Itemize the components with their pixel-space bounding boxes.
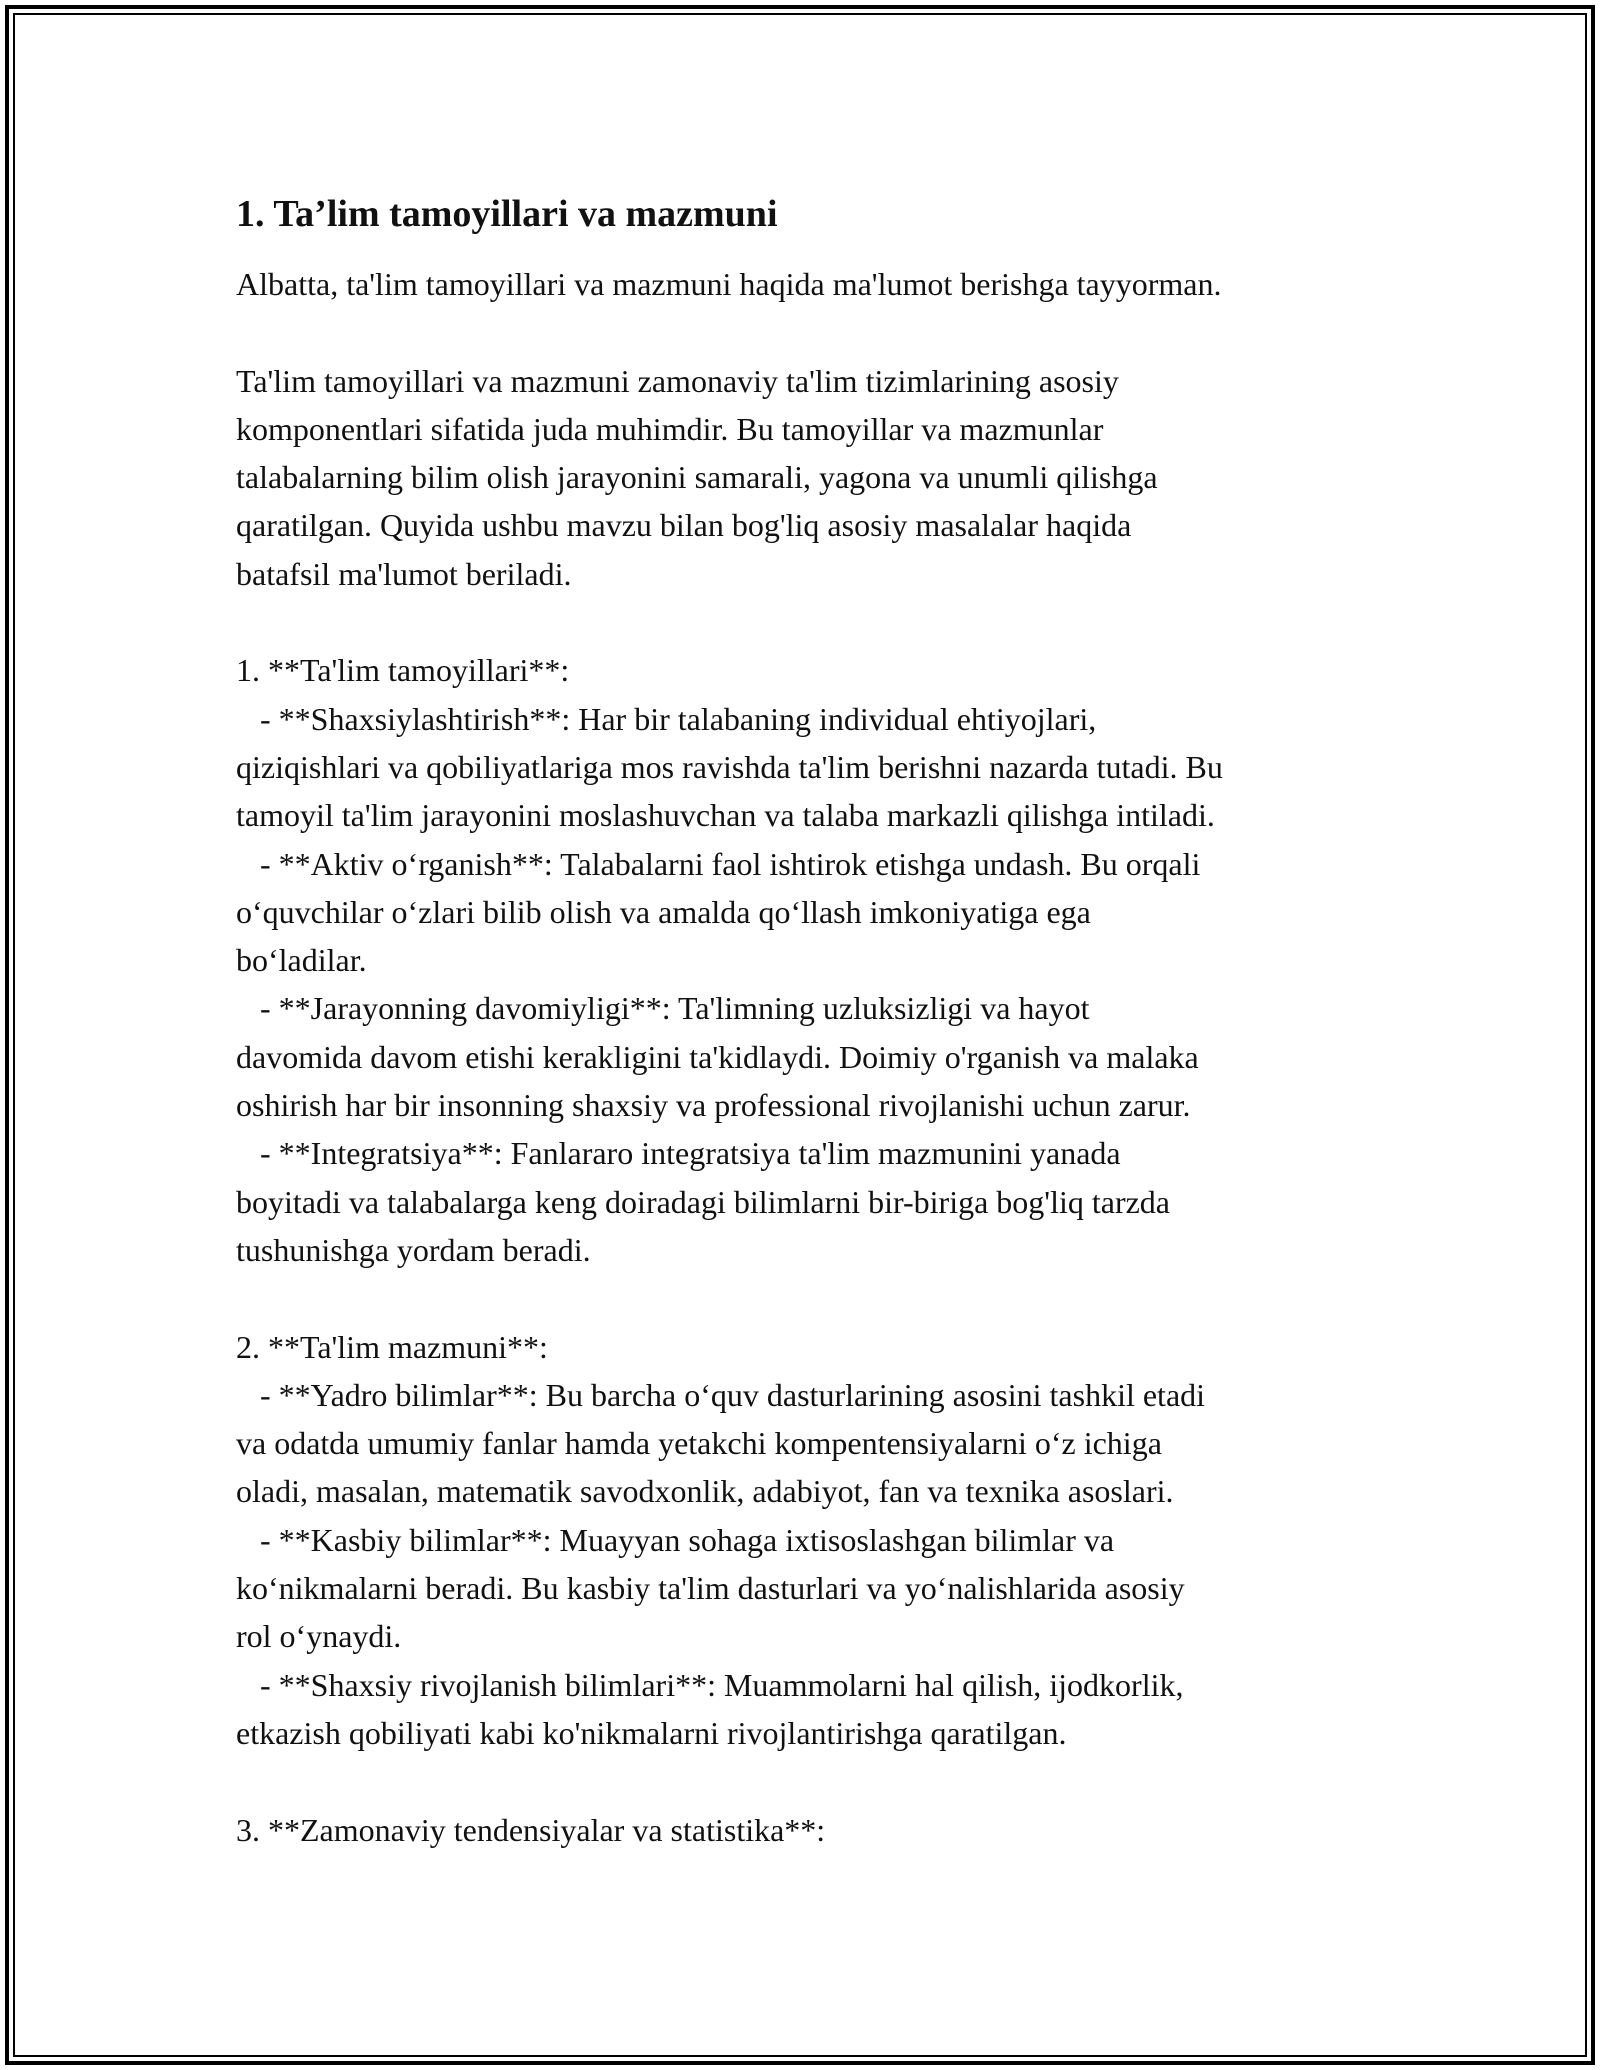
text-line: tamoyil ta'lim jarayonini moslashuvchan va talaba markazli qilishga intiladi.: [236, 797, 1215, 834]
document-title: 1. Ta’lim tamoyillari va mazmuni: [236, 193, 778, 235]
text-line: - **Aktiv o‘rganish**: Talabalarni faol ishtirok etishga undash. Bu orqali: [236, 845, 1201, 882]
text-line: - **Yadro bilimlar**: Bu barcha o‘quv dasturlarining asosini tashkil etadi: [236, 1376, 1206, 1413]
document-text: [236, 260, 1376, 1854]
blank-line: [236, 598, 1376, 646]
text-line: 2. **Ta'lim mazmuni**:: [236, 1328, 548, 1365]
text-line: - **Shaxsiy rivojlanish bilimlari**: Muammolarni hal qilish, ijodkorlik,: [236, 1666, 1184, 1703]
text-line: - **Shaxsiylashtirish**: Har bir talabaning individual ehtiyojlari,: [236, 700, 1097, 737]
text-line: etkazish qobiliyati kabi ko'nikmalarni rivojlantirishga qaratilgan.: [236, 1714, 1067, 1751]
text-line: qiziqishlari va qobiliyatlariga mos ravishda ta'lim berishni nazarda tutadi. Bu: [236, 748, 1223, 785]
text-line: komponentlari sifatida juda muhimdir. Bu tamoyillar va mazmunlar: [236, 410, 1104, 447]
text-line: 3. **Zamonaviy tendensiyalar va statistika**:: [236, 1811, 826, 1848]
text-line: - **Kasbiy bilimlar**: Muayyan sohaga ixtisoslashgan bilimlar va: [236, 1521, 1115, 1558]
text-line: o‘quvchilar o‘zlari bilib olish va amalda qo‘llash imkoniyatiga ega: [236, 893, 1091, 930]
text-line: bo‘ladilar.: [236, 942, 367, 979]
blank-line: [236, 308, 1376, 356]
text-line: rol o‘ynaydi.: [236, 1618, 402, 1655]
text-line: oshirish har bir insonning shaxsiy va professional rivojlanishi uchun zarur.: [236, 1087, 1191, 1124]
text-line: talabalarning bilim olish jarayonini samarali, yagona va unumli qilishga: [236, 459, 1158, 496]
text-line: Ta'lim tamoyillari va mazmuni zamonaviy ta'lim tizimlarining asosiy: [236, 362, 1119, 399]
document-body: [236, 190, 1376, 1854]
text-line: ko‘nikmalarni beradi. Bu kasbiy ta'lim dasturlari va yo‘nalishlarida asosiy: [236, 1570, 1185, 1607]
text-line: qaratilgan. Quyida ushbu mavzu bilan bog'liq asosiy masalalar haqida: [236, 507, 1132, 544]
text-line: davomida davom etishi kerakligini ta'kidlaydi. Doimiy o'rganish va malaka: [236, 1038, 1199, 1075]
blank-line: [236, 1757, 1376, 1805]
text-line: oladi, masalan, matematik savodxonlik, adabiyot, fan va texnika asoslari.: [236, 1473, 1174, 1510]
text-line: tushunishga yordam beradi.: [236, 1231, 591, 1268]
blank-line: [236, 1274, 1376, 1322]
text-line: va odatda umumiy fanlar hamda yetakchi kompentensiyalarni o‘z ichiga: [236, 1425, 1162, 1462]
text-line: batafsil ma'lumot beriladi.: [236, 555, 572, 592]
text-line: - **Integratsiya**: Fanlararo integratsiya ta'lim mazmunini yanada: [236, 1135, 1121, 1172]
text-line: boyitadi va talabalarga keng doiradagi bilimlarni bir-biriga bog'liq tarzda: [236, 1183, 1170, 1220]
text-line: Albatta, ta'lim tamoyillari va mazmuni haqida ma'lumot berishga tayyorman.: [236, 266, 1222, 302]
text-line: 1. **Ta'lim tamoyillari**:: [236, 652, 570, 689]
text-line: - **Jarayonning davomiyligi**: Ta'limning uzluksizligi va hayot: [236, 990, 1090, 1027]
